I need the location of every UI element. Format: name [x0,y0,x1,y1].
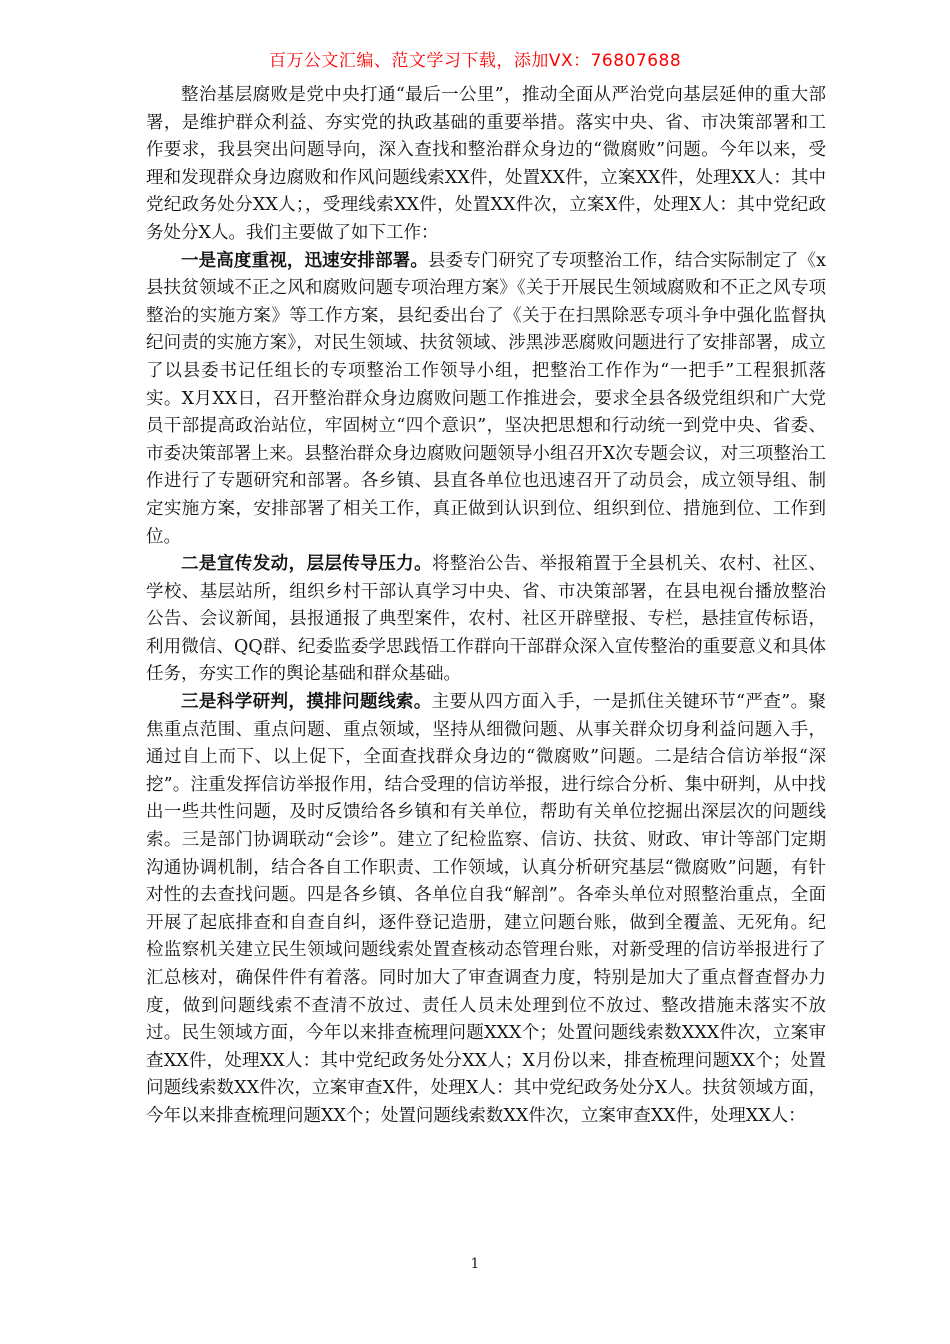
paragraph-intro [146,82,826,248]
promo-banner: 百万公文汇编、范文学习下载，添加VX：76807688 [268,51,682,71]
page-number: 1 [470,1256,480,1272]
paragraph-text: 县委专门研究了专项整治工作，结合实际制定了《x县扶贫领域不正之风和腐败问题专项治理方案》《关于开展民生领域腐败和不正之风专项整治的实施方案》等工作方案，县纪委出台了《关于在扫黑除恶专项斗争中强化监督执纪问责的实施方案》，对民生领域、扶贫领域、涉黑涉恶腐败问题进行了安排部署，成立了以县委书记任组长的专项整治工作领导小组，把整治工作作为“一把手”工程狠抓落实。X月XX日，召开整治群众身边腐败问题工作推进会，要求全县各级党组织和广大党员干部提高政治站位，牢固树立“四个意识”，坚决把思想和行动统一到党中央、省委、市委决策部署上来。县整治群众身边腐败问题领导小组召开X次专题会议，对三项整治工作进行了专题研究和部署。各乡镇、县直各单位也迅速召开了动员会，成立领导组、制定实施方案，安排部署了相关工作，真正做到认识到位、组织到位、措施到位、工作到位。 [146,250,826,547]
paragraph-text: 将整治公告、举报箱置于全县机关、农村、社区、学校、基层站所，组织乡村干部认真学习中央、省、市决策部署，在县电视台播放整治公告、会议新闻，县报通报了典型案件，农村、社区开辟壁报、专栏，悬挂宣传标语，利用微信、QQ群、纪委监委学思践悟工作群向干部群众深入宣传整治的重要意义和具体任务，夯实工作的舆论基础和群众基础。 [146,554,826,685]
document-body [146,82,826,1131]
paragraph-lead: 二是宣传发动，层层传导压力。 [181,554,432,575]
paragraph-1 [146,248,826,552]
paragraph-3 [146,689,826,1131]
paragraph-2 [146,551,826,689]
paragraph-text: 主要从四方面入手，一是抓住关键环节“严查”。聚焦重点范围、重点问题、重点领域，坚持从细微问题、从事关群众切身利益问题入手，通过自上而下、以上促下，全面查找群众身边的“微腐败”问题。二是结合信访举报“深挖”。注重发挥信访举报作用，结合受理的信访举报，进行综合分析、集中研判，从中找出一些共性问题，及时反馈给各乡镇和有关单位，帮助有关单位挖掘出深层次的问题线索。三是部门协调联动“会诊”。建立了纪检监察、信访、扶贫、财政、审计等部门定期沟通协调机制，结合各自工作职责、工作领域，认真分析研究基层“微腐败”问题，有针对性的去查找问题。四是各乡镇、各单位自我“解剖”。各牵头单位对照整治重点，全面开展了起底排查和自查自纠，逐件登记造册，建立问题台账，做到全覆盖、无死角。纪检监察机关建立民生领域问题线索处置查核动态管理台账，对新受理的信访举报进行了汇总核对，确保件件有着落。同时加大了审查调查力度，特别是加大了重点督查督办力度，做到问题线索不查清不放过、责任人员未处理到位不放过、整改措施未落实不放过。民生领域方面，今年以来排查梳理问题XXX个；处置问题线索数XXX件次，立案审查XX件，处理XX人：其中党纪政务处分XX人；X月份以来，排查梳理问题XX个；处置问题线索数XX件次，立案审查X件，处理X人：其中党纪政务处分X人。扶贫领域方面，今年以来排查梳理问题XX个；处置问题线索数XX件次，立案审查XX件，处理XX人： [146,692,826,1126]
paragraph-lead: 一是高度重视，迅速安排部署。 [181,250,428,271]
paragraph-text: 整治基层腐败是党中央打通“最后一公里”，推动全面从严治党向基层延伸的重大部署，是维护群众利益、夯实党的执政基础的重要举措。落实中央、省、市决策部署和工作要求，我县突出问题导向，深入查找和整治群众身边的“微腐败”问题。今年以来，受理和发现群众身边腐败和作风问题线索XX件，处置XX件，立案XX件，处理XX人：其中党纪政务处分XX人；，受理线索XX件，处置XX件次，立案X件，处理X人：其中党纪政务处分X人。我们主要做了如下工作： [146,85,826,243]
paragraph-lead: 三是科学研判，摸排问题线索。 [181,692,432,713]
